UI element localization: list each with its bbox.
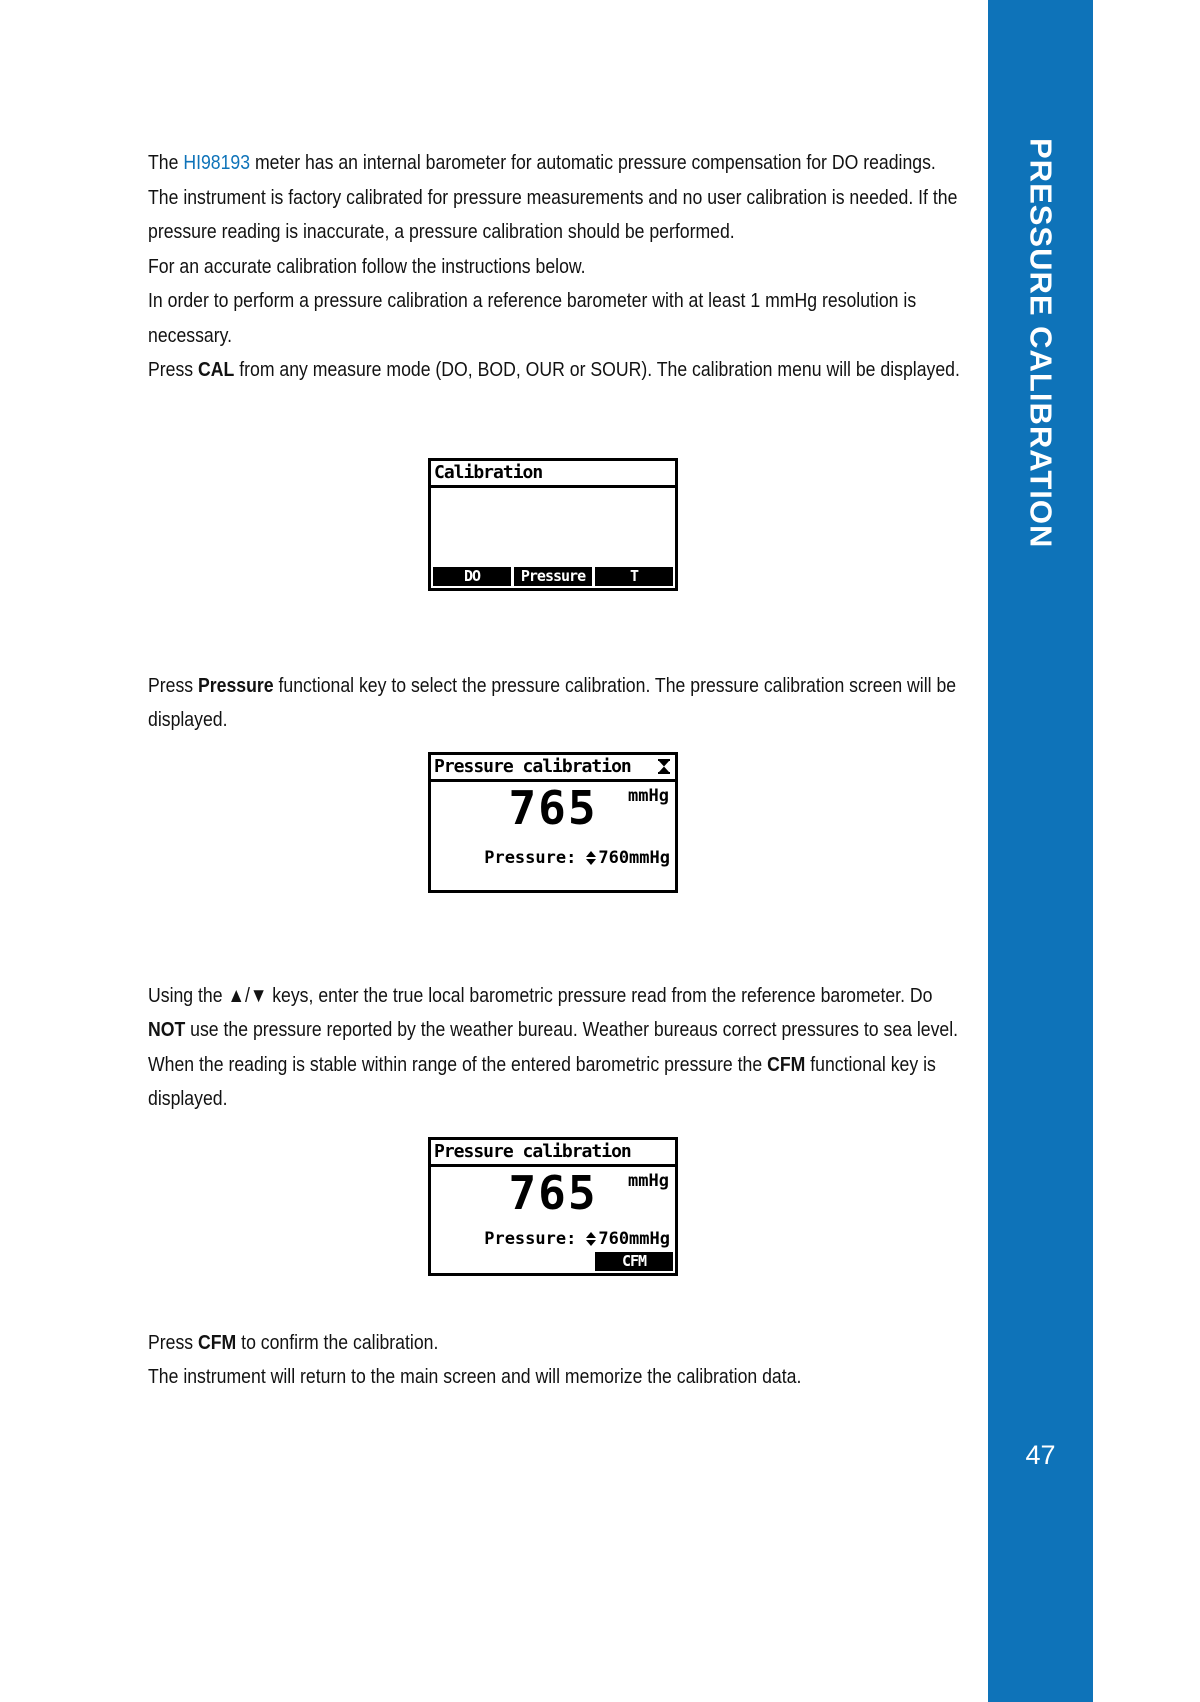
press-cfm-post: to confirm the calibration. [236,1330,439,1354]
accurate-calibration-paragraph: For an accurate calibration follow the instructions below. [148,254,586,278]
lcd-value-row [431,1165,675,1222]
set-pressure-row [431,848,675,868]
press-pressure-pre: Press [148,673,199,697]
press-cal-pre: Press [148,358,199,381]
lcd-screen-pressure-calibration-busy [428,752,678,893]
main-content [148,0,1108,1395]
softkey-row [433,567,673,586]
press-cal-paragraph [148,353,966,388]
intro-block [148,146,966,388]
not-emphasis: NOT [148,1018,186,1041]
cfm-key-label: CFM [767,1052,806,1076]
hourglass-icon [657,759,671,774]
pressure-unit: mmHg [628,785,669,806]
lcd-title-row [431,461,675,488]
using-keys-block [148,979,966,1117]
softkey-pressure: Pressure [514,567,592,586]
press-pressure-paragraph [148,669,966,738]
cal-key-label: CAL [198,358,235,381]
lcd-title: Pressure calibration [434,755,631,777]
pressure-unit: mmHg [628,1170,669,1191]
pressure-reading: 765 [508,1165,598,1220]
lcd-title-row [431,755,675,782]
softkey-t: T [595,567,673,586]
set-pressure-label: Pressure: [484,847,577,868]
page-number: 47 [1025,1440,1056,1470]
press-cal-post: from any measure mode (DO, BOD, OUR or SOUR). The calibration menu will be displayed. [234,358,960,381]
intro-text-post: meter has an internal barometer for automatic pressure compensation for DO readings. The instrument is factory calibrated for pressure measurements and no user calibration is needed. If the pressure reading is inaccurate, a pressure calibration should be performed. [148,151,958,243]
lcd-screen-calibration-menu [428,458,678,591]
lcd-blank-area [431,1222,675,1229]
softkey-row [433,1252,673,1271]
sidebar-band [988,0,1093,1702]
press-pressure-block [148,669,966,738]
softkey-cfm: CFM [595,1252,673,1271]
softkey-do: DO [433,567,511,586]
sidebar-title: PRESSURE CALIBRATION [1023,138,1059,549]
lcd-title: Calibration [434,461,543,483]
using-post: functional key is displayed. [148,1052,936,1110]
using-keys-paragraph [148,979,966,1117]
lcd-screen-pressure-calibration-cfm [428,1137,678,1276]
lcd-title: Pressure calibration [434,1140,631,1162]
intro-paragraph [148,146,966,250]
set-pressure-value: 760mmHg [598,1228,670,1249]
lcd-value-row [431,780,675,837]
model-number: HI98193 [183,151,251,174]
up-down-arrows-icon [586,851,596,865]
up-down-arrows-icon [586,1232,596,1246]
cfm-key-label: CFM [198,1330,237,1354]
press-cfm-paragraph [148,1326,966,1361]
lcd-blank-area [431,837,675,848]
memorize-paragraph: The instrument will return to the main screen and will memorize the calibration data. [148,1365,802,1388]
press-pressure-post: functional key to select the pressure calibration. The pressure calibration screen will be displayed. [148,673,957,731]
intro-text-pre: The [148,151,184,174]
press-cfm-pre: Press [148,1330,199,1354]
closing-block [148,1326,966,1395]
pressure-key-label: Pressure [198,673,274,697]
set-pressure-label: Pressure: [484,1228,577,1249]
lcd-blank-area [431,488,675,567]
set-pressure-value: 760mmHg [598,847,670,868]
using-pre: Using the ▲/▼ keys, enter the true local barometric pressure read from the reference barometer. Do [148,983,933,1007]
lcd-title-row [431,1140,675,1167]
pressure-reading: 765 [508,780,598,835]
using-mid: use the pressure reported by the weather bureau. Weather bureaus correct pressures to sea level. When the reading is stable within range of the entered barometric pressure the [148,1018,959,1076]
reference-barometer-paragraph: In order to perform a pressure calibration a reference barometer with at least 1 mmHg resolution is necessary. [148,289,917,347]
set-pressure-row [431,1229,675,1249]
